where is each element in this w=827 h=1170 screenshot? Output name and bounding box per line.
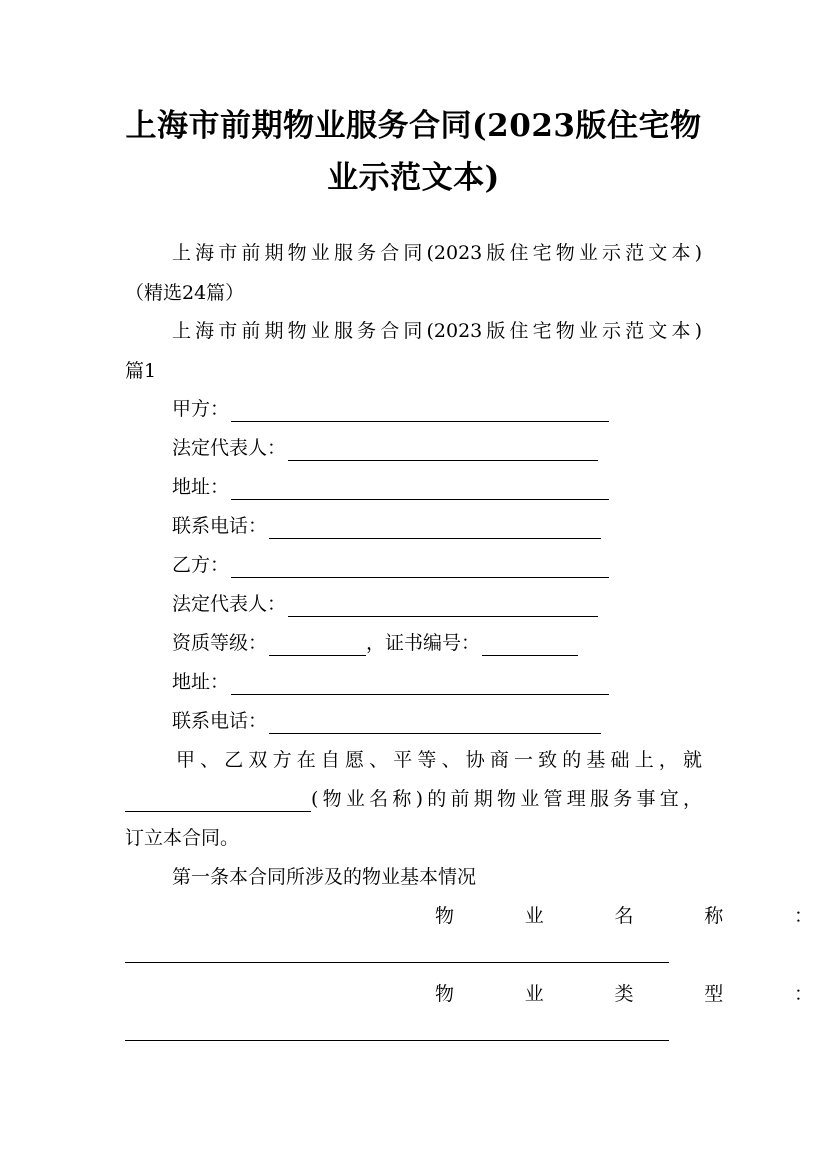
cert-no-label: ，证书编号： — [366, 632, 481, 654]
address-b-label: 地址： — [172, 671, 230, 693]
phone-b-blank — [269, 711, 601, 734]
qualification-field — [172, 630, 749, 656]
property-name-row — [125, 903, 813, 929]
qualification-blank — [269, 633, 366, 656]
legal-rep-b-field — [172, 591, 749, 617]
phone-b-label: 联系电话： — [172, 710, 268, 732]
cert-no-blank — [482, 633, 578, 656]
legal-rep-a-label: 法定代表人： — [172, 437, 287, 459]
phone-a-blank — [269, 516, 601, 539]
property-name-rule — [125, 962, 669, 963]
party-a-blank — [231, 399, 609, 422]
property-name-label — [435, 903, 813, 929]
phone-a-field — [172, 513, 749, 539]
address-b-field — [172, 669, 749, 695]
document-title: 上海市前期物业服务合同(2023版住宅物业示范文本) — [125, 108, 702, 196]
paragraph-line: 甲、乙双方在自愿、平等、协商一致的基础上，就 — [176, 749, 702, 771]
party-b-label: 乙方： — [172, 554, 230, 576]
paragraph-text: (物业名称)的前期物业管理服务事宜， — [311, 788, 702, 810]
part-number: 篇1 — [125, 360, 157, 382]
address-a-label: 地址： — [172, 476, 230, 498]
party-b-blank — [231, 555, 609, 578]
address-a-field — [172, 474, 749, 500]
property-type-rule — [125, 1040, 669, 1041]
label-char: ： — [793, 983, 813, 1005]
intro-subtitle: （精选24篇） — [125, 282, 245, 304]
property-name-blank — [125, 789, 311, 812]
label-char: 名 — [614, 905, 634, 927]
party-a-label: 甲方： — [172, 398, 230, 420]
intro-line: 上海市前期物业服务合同(2023版住宅物业示范文本) — [172, 242, 702, 264]
property-type-row — [125, 981, 813, 1007]
legal-rep-a-field — [172, 435, 749, 461]
label-char: 物 — [435, 905, 455, 927]
paragraph-line — [125, 786, 702, 812]
party-a-field — [172, 396, 749, 422]
label-char: ： — [793, 905, 813, 927]
label-char: 业 — [524, 905, 544, 927]
legal-rep-b-blank — [288, 594, 598, 617]
party-b-field — [172, 552, 749, 578]
phone-b-field — [172, 708, 749, 734]
label-char: 型 — [704, 983, 724, 1005]
property-type-label — [435, 981, 813, 1007]
label-char: 物 — [435, 983, 455, 1005]
phone-a-label: 联系电话： — [172, 515, 268, 537]
label-char: 类 — [614, 983, 634, 1005]
qualification-label: 资质等级： — [172, 632, 268, 654]
label-char: 称 — [704, 905, 724, 927]
address-a-blank — [231, 477, 609, 500]
legal-rep-a-blank — [288, 438, 598, 461]
article-heading: 第一条本合同所涉及的物业基本情况 — [172, 866, 477, 888]
paragraph-line: 订立本合同。 — [125, 827, 240, 849]
part-heading: 上海市前期物业服务合同(2023版住宅物业示范文本) — [172, 320, 702, 342]
legal-rep-b-label: 法定代表人： — [172, 593, 287, 615]
label-char: 业 — [524, 983, 544, 1005]
address-b-blank — [231, 672, 609, 695]
